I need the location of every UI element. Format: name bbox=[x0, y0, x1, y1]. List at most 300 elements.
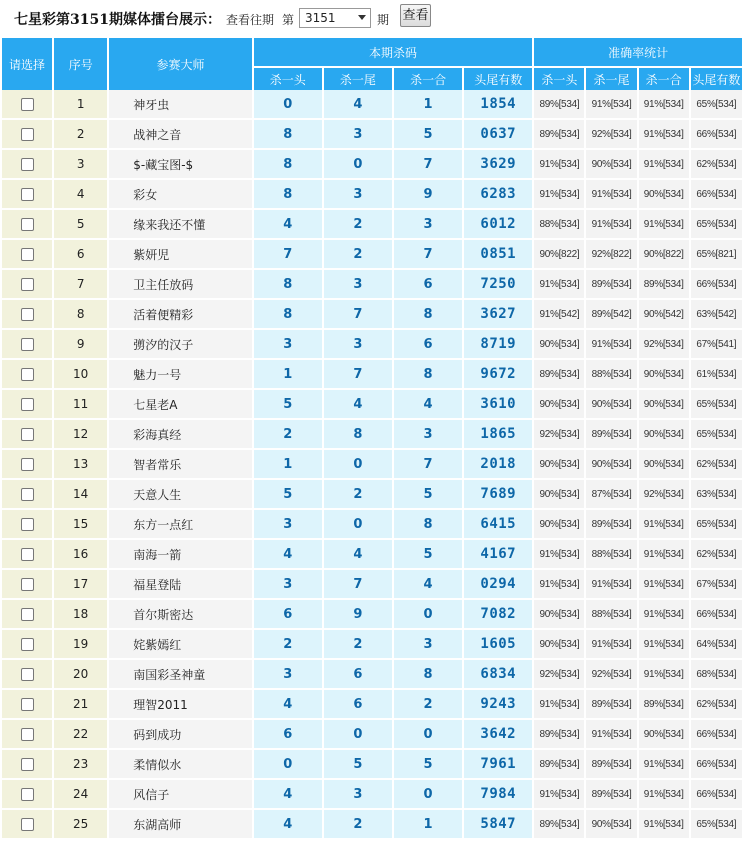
sub-headtail-header: 头尾有数 bbox=[464, 68, 532, 90]
row-head-tail-number: 7984 bbox=[464, 780, 532, 810]
table-row bbox=[2, 510, 742, 540]
period-select-value: 3151 bbox=[305, 11, 336, 25]
row-kill-tail: 3 bbox=[324, 180, 392, 210]
row-acc-headtail: 66%[534] bbox=[691, 600, 742, 630]
row-master-name: 神牙虫 bbox=[109, 90, 251, 120]
row-master-name: 东湖高师 bbox=[109, 810, 251, 840]
row-kill-sum: 8 bbox=[394, 300, 462, 330]
row-select-checkbox bbox=[2, 120, 52, 150]
row-kill-sum: 4 bbox=[394, 390, 462, 420]
row-kill-sum: 6 bbox=[394, 270, 462, 300]
row-acc-headtail: 65%[534] bbox=[691, 90, 742, 120]
row-select-checkbox bbox=[2, 90, 52, 120]
row-acc-headtail: 66%[534] bbox=[691, 720, 742, 750]
select-checkbox[interactable] bbox=[21, 128, 34, 141]
row-acc-tail: 90%[534] bbox=[586, 450, 636, 480]
row-acc-tail: 92%[534] bbox=[586, 660, 636, 690]
row-kill-head: 1 bbox=[254, 360, 322, 390]
row-kill-sum: 1 bbox=[394, 810, 462, 840]
row-master-name: 魅力一号 bbox=[109, 360, 251, 390]
table-row bbox=[2, 720, 742, 750]
row-head-tail-number: 6834 bbox=[464, 660, 532, 690]
row-acc-sum: 90%[534] bbox=[639, 180, 689, 210]
row-kill-sum: 5 bbox=[394, 120, 462, 150]
row-kill-tail: 4 bbox=[324, 390, 392, 420]
row-kill-sum: 7 bbox=[394, 240, 462, 270]
select-checkbox[interactable] bbox=[21, 608, 34, 621]
row-index: 8 bbox=[54, 300, 107, 330]
row-index: 4 bbox=[54, 180, 107, 210]
row-select-checkbox bbox=[2, 150, 52, 180]
row-acc-tail: 89%[534] bbox=[586, 780, 636, 810]
row-master-name: 活着便精彩 bbox=[109, 300, 251, 330]
row-acc-sum: 92%[534] bbox=[639, 480, 689, 510]
row-index: 7 bbox=[54, 270, 107, 300]
row-head-tail-number: 9672 bbox=[464, 360, 532, 390]
row-acc-sum: 90%[822] bbox=[639, 240, 689, 270]
row-kill-sum: 8 bbox=[394, 660, 462, 690]
select-checkbox[interactable] bbox=[21, 308, 34, 321]
row-head-tail-number: 6415 bbox=[464, 510, 532, 540]
table-body bbox=[2, 90, 742, 840]
row-kill-head: 8 bbox=[254, 150, 322, 180]
row-acc-headtail: 63%[542] bbox=[691, 300, 742, 330]
row-kill-head: 5 bbox=[254, 480, 322, 510]
sub-sum-header: 杀一合 bbox=[394, 68, 462, 90]
row-kill-head: 8 bbox=[254, 300, 322, 330]
row-kill-head: 2 bbox=[254, 420, 322, 450]
row-acc-headtail: 65%[534] bbox=[691, 390, 742, 420]
row-head-tail-number: 1865 bbox=[464, 420, 532, 450]
row-kill-tail: 7 bbox=[324, 570, 392, 600]
table-row bbox=[2, 690, 742, 720]
sub-head-header: 杀一头 bbox=[254, 68, 322, 90]
period-select[interactable] bbox=[299, 8, 371, 28]
row-acc-tail: 91%[534] bbox=[586, 210, 636, 240]
row-acc-tail: 92%[534] bbox=[586, 120, 636, 150]
row-acc-headtail: 62%[534] bbox=[691, 150, 742, 180]
row-acc-tail: 89%[534] bbox=[586, 690, 636, 720]
row-master-name: 卫主任放码 bbox=[109, 270, 251, 300]
row-index: 19 bbox=[54, 630, 107, 660]
row-index: 18 bbox=[54, 600, 107, 630]
row-kill-sum: 8 bbox=[394, 360, 462, 390]
row-master-name: 南海一箭 bbox=[109, 540, 251, 570]
row-select-checkbox bbox=[2, 570, 52, 600]
col-index-header: 序号 bbox=[54, 38, 107, 90]
table-row bbox=[2, 120, 742, 150]
row-kill-sum: 5 bbox=[394, 540, 462, 570]
row-master-name: 首尔斯密达 bbox=[109, 600, 251, 630]
row-acc-sum: 90%[534] bbox=[639, 720, 689, 750]
row-kill-sum: 6 bbox=[394, 330, 462, 360]
row-select-checkbox bbox=[2, 420, 52, 450]
row-acc-head: 89%[534] bbox=[534, 750, 584, 780]
row-acc-sum: 91%[534] bbox=[639, 750, 689, 780]
row-acc-sum: 91%[534] bbox=[639, 90, 689, 120]
row-acc-tail: 88%[534] bbox=[586, 600, 636, 630]
query-button[interactable]: 查看 bbox=[400, 4, 431, 27]
select-checkbox[interactable] bbox=[21, 578, 34, 591]
row-acc-head: 88%[534] bbox=[534, 210, 584, 240]
row-kill-sum: 2 bbox=[394, 690, 462, 720]
row-acc-sum: 91%[534] bbox=[639, 780, 689, 810]
row-acc-head: 90%[534] bbox=[534, 510, 584, 540]
select-checkbox[interactable] bbox=[21, 458, 34, 471]
history-label: 查看往期 bbox=[226, 13, 275, 27]
row-acc-headtail: 65%[534] bbox=[691, 210, 742, 240]
acc-headtail-header: 头尾有数 bbox=[691, 68, 742, 90]
table-row bbox=[2, 90, 742, 120]
table-row bbox=[2, 210, 742, 240]
row-kill-tail: 7 bbox=[324, 300, 392, 330]
row-master-name: 彅汐的汉子 bbox=[109, 330, 251, 360]
row-kill-head: 0 bbox=[254, 90, 322, 120]
col-master-header: 参赛大师 bbox=[109, 38, 251, 90]
row-acc-head: 90%[534] bbox=[534, 450, 584, 480]
row-head-tail-number: 3642 bbox=[464, 720, 532, 750]
row-acc-tail: 91%[534] bbox=[586, 180, 636, 210]
row-index: 21 bbox=[54, 690, 107, 720]
select-checkbox[interactable] bbox=[21, 698, 34, 711]
row-head-tail-number: 7250 bbox=[464, 270, 532, 300]
row-acc-head: 91%[542] bbox=[534, 300, 584, 330]
row-acc-head: 90%[534] bbox=[534, 330, 584, 360]
row-select-checkbox bbox=[2, 480, 52, 510]
select-checkbox[interactable] bbox=[21, 548, 34, 561]
table-row bbox=[2, 270, 742, 300]
period-suffix: 期 bbox=[377, 13, 390, 27]
select-checkbox[interactable] bbox=[21, 338, 34, 351]
row-master-name: 理智2011 bbox=[109, 690, 251, 720]
row-acc-tail: 91%[534] bbox=[586, 330, 636, 360]
row-head-tail-number: 2018 bbox=[464, 450, 532, 480]
row-select-checkbox bbox=[2, 600, 52, 630]
row-index: 1 bbox=[54, 90, 107, 120]
select-checkbox[interactable] bbox=[21, 98, 34, 111]
row-index: 3 bbox=[54, 150, 107, 180]
row-acc-headtail: 61%[534] bbox=[691, 360, 742, 390]
row-acc-headtail: 66%[534] bbox=[691, 120, 742, 150]
row-acc-headtail: 62%[534] bbox=[691, 540, 742, 570]
row-kill-head: 1 bbox=[254, 450, 322, 480]
chevron-down-icon bbox=[358, 15, 366, 20]
row-head-tail-number: 5847 bbox=[464, 810, 532, 840]
row-kill-tail: 4 bbox=[324, 90, 392, 120]
row-acc-sum: 91%[534] bbox=[639, 510, 689, 540]
select-checkbox[interactable] bbox=[21, 398, 34, 411]
select-checkbox[interactable] bbox=[21, 278, 34, 291]
row-kill-sum: 0 bbox=[394, 720, 462, 750]
row-acc-tail: 87%[534] bbox=[586, 480, 636, 510]
row-master-name: 福星登陆 bbox=[109, 570, 251, 600]
row-acc-headtail: 66%[534] bbox=[691, 180, 742, 210]
row-kill-tail: 2 bbox=[324, 210, 392, 240]
row-acc-head: 90%[534] bbox=[534, 600, 584, 630]
row-head-tail-number: 8719 bbox=[464, 330, 532, 360]
row-acc-head: 92%[534] bbox=[534, 420, 584, 450]
row-kill-sum: 0 bbox=[394, 600, 462, 630]
top-bar bbox=[0, 0, 744, 36]
row-acc-headtail: 65%[821] bbox=[691, 240, 742, 270]
row-kill-tail: 3 bbox=[324, 330, 392, 360]
row-master-name: 紫妍児 bbox=[109, 240, 251, 270]
row-acc-sum: 92%[534] bbox=[639, 330, 689, 360]
row-master-name: 彩女 bbox=[109, 180, 251, 210]
row-kill-sum: 7 bbox=[394, 150, 462, 180]
row-index: 5 bbox=[54, 210, 107, 240]
row-acc-sum: 91%[534] bbox=[639, 810, 689, 840]
row-index: 17 bbox=[54, 570, 107, 600]
row-kill-tail: 9 bbox=[324, 600, 392, 630]
row-acc-head: 89%[534] bbox=[534, 90, 584, 120]
row-acc-sum: 91%[534] bbox=[639, 570, 689, 600]
row-select-checkbox bbox=[2, 540, 52, 570]
select-checkbox[interactable] bbox=[21, 158, 34, 171]
row-acc-headtail: 66%[534] bbox=[691, 750, 742, 780]
row-head-tail-number: 6283 bbox=[464, 180, 532, 210]
table-row bbox=[2, 540, 742, 570]
row-kill-sum: 9 bbox=[394, 180, 462, 210]
row-kill-sum: 0 bbox=[394, 780, 462, 810]
period-prefix: 第 bbox=[282, 13, 295, 27]
table-row bbox=[2, 420, 742, 450]
row-kill-head: 4 bbox=[254, 210, 322, 240]
row-acc-head: 91%[534] bbox=[534, 780, 584, 810]
select-checkbox[interactable] bbox=[21, 188, 34, 201]
row-select-checkbox bbox=[2, 300, 52, 330]
row-acc-sum: 91%[534] bbox=[639, 660, 689, 690]
row-acc-head: 89%[534] bbox=[534, 360, 584, 390]
row-index: 22 bbox=[54, 720, 107, 750]
row-acc-headtail: 64%[534] bbox=[691, 630, 742, 660]
acc-head-header: 杀一头 bbox=[534, 68, 584, 90]
row-kill-tail: 5 bbox=[324, 750, 392, 780]
row-index: 16 bbox=[54, 540, 107, 570]
select-checkbox[interactable] bbox=[21, 518, 34, 531]
row-kill-head: 8 bbox=[254, 120, 322, 150]
row-master-name: 东方一点红 bbox=[109, 510, 251, 540]
row-index: 11 bbox=[54, 390, 107, 420]
select-checkbox[interactable] bbox=[21, 428, 34, 441]
row-head-tail-number: 0637 bbox=[464, 120, 532, 150]
row-kill-tail: 3 bbox=[324, 270, 392, 300]
row-kill-tail: 0 bbox=[324, 510, 392, 540]
row-kill-sum: 4 bbox=[394, 570, 462, 600]
row-master-name: 彩海真经 bbox=[109, 420, 251, 450]
row-kill-tail: 0 bbox=[324, 450, 392, 480]
row-acc-head: 90%[822] bbox=[534, 240, 584, 270]
row-kill-tail: 7 bbox=[324, 360, 392, 390]
row-acc-headtail: 65%[534] bbox=[691, 420, 742, 450]
table-row bbox=[2, 180, 742, 210]
row-index: 10 bbox=[54, 360, 107, 390]
row-select-checkbox bbox=[2, 660, 52, 690]
row-kill-sum: 5 bbox=[394, 480, 462, 510]
row-kill-head: 7 bbox=[254, 240, 322, 270]
row-head-tail-number: 1854 bbox=[464, 90, 532, 120]
row-index: 14 bbox=[54, 480, 107, 510]
row-kill-head: 3 bbox=[254, 660, 322, 690]
table-row bbox=[2, 480, 742, 510]
row-select-checkbox bbox=[2, 510, 52, 540]
row-index: 24 bbox=[54, 780, 107, 810]
row-acc-head: 90%[534] bbox=[534, 390, 584, 420]
row-acc-head: 91%[534] bbox=[534, 690, 584, 720]
select-checkbox[interactable] bbox=[21, 758, 34, 771]
row-master-name: 智者常乐 bbox=[109, 450, 251, 480]
acc-sum-header: 杀一合 bbox=[639, 68, 689, 90]
select-checkbox[interactable] bbox=[21, 488, 34, 501]
row-acc-sum: 91%[534] bbox=[639, 150, 689, 180]
select-checkbox[interactable] bbox=[21, 218, 34, 231]
select-checkbox[interactable] bbox=[21, 818, 34, 831]
row-head-tail-number: 0851 bbox=[464, 240, 532, 270]
row-acc-headtail: 67%[541] bbox=[691, 330, 742, 360]
table-row bbox=[2, 780, 742, 810]
row-acc-headtail: 68%[534] bbox=[691, 660, 742, 690]
row-acc-head: 91%[534] bbox=[534, 570, 584, 600]
row-select-checkbox bbox=[2, 270, 52, 300]
row-select-checkbox bbox=[2, 390, 52, 420]
row-acc-head: 91%[534] bbox=[534, 270, 584, 300]
select-checkbox[interactable] bbox=[21, 668, 34, 681]
row-master-name: 南国彩圣神童 bbox=[109, 660, 251, 690]
row-acc-tail: 90%[534] bbox=[586, 810, 636, 840]
row-index: 25 bbox=[54, 810, 107, 840]
row-master-name: 码到成功 bbox=[109, 720, 251, 750]
row-select-checkbox bbox=[2, 690, 52, 720]
table-row bbox=[2, 390, 742, 420]
row-acc-head: 89%[534] bbox=[534, 810, 584, 840]
row-select-checkbox bbox=[2, 810, 52, 840]
row-kill-sum: 7 bbox=[394, 450, 462, 480]
row-kill-tail: 3 bbox=[324, 780, 392, 810]
row-kill-head: 4 bbox=[254, 810, 322, 840]
page-title: 七星彩第3151期媒体擂台展示： bbox=[14, 12, 221, 28]
row-head-tail-number: 7082 bbox=[464, 600, 532, 630]
row-master-name: 缘来我还不懂 bbox=[109, 210, 251, 240]
table-row bbox=[2, 600, 742, 630]
row-index: 12 bbox=[54, 420, 107, 450]
table-row bbox=[2, 360, 742, 390]
row-kill-tail: 2 bbox=[324, 480, 392, 510]
row-kill-head: 3 bbox=[254, 510, 322, 540]
row-acc-sum: 91%[534] bbox=[639, 120, 689, 150]
row-acc-headtail: 65%[534] bbox=[691, 810, 742, 840]
row-acc-tail: 89%[534] bbox=[586, 420, 636, 450]
row-acc-head: 91%[534] bbox=[534, 180, 584, 210]
row-master-name: 风信子 bbox=[109, 780, 251, 810]
row-acc-sum: 91%[534] bbox=[639, 630, 689, 660]
row-head-tail-number: 3610 bbox=[464, 390, 532, 420]
row-acc-headtail: 62%[534] bbox=[691, 690, 742, 720]
row-index: 13 bbox=[54, 450, 107, 480]
row-select-checkbox bbox=[2, 360, 52, 390]
select-checkbox[interactable] bbox=[21, 788, 34, 801]
row-select-checkbox bbox=[2, 180, 52, 210]
row-acc-sum: 90%[534] bbox=[639, 420, 689, 450]
select-checkbox[interactable] bbox=[21, 248, 34, 261]
row-head-tail-number: 3629 bbox=[464, 150, 532, 180]
row-head-tail-number: 3627 bbox=[464, 300, 532, 330]
col-select-header: 请选择 bbox=[2, 38, 52, 90]
row-head-tail-number: 1605 bbox=[464, 630, 532, 660]
select-checkbox[interactable] bbox=[21, 638, 34, 651]
row-acc-tail: 89%[534] bbox=[586, 510, 636, 540]
row-acc-sum: 90%[534] bbox=[639, 360, 689, 390]
row-head-tail-number: 7961 bbox=[464, 750, 532, 780]
row-acc-tail: 90%[534] bbox=[586, 390, 636, 420]
row-kill-head: 6 bbox=[254, 720, 322, 750]
row-acc-tail: 92%[822] bbox=[586, 240, 636, 270]
row-kill-tail: 0 bbox=[324, 150, 392, 180]
row-acc-head: 90%[534] bbox=[534, 630, 584, 660]
row-select-checkbox bbox=[2, 330, 52, 360]
row-acc-headtail: 67%[534] bbox=[691, 570, 742, 600]
select-checkbox[interactable] bbox=[21, 368, 34, 381]
row-kill-head: 8 bbox=[254, 180, 322, 210]
row-acc-sum: 90%[534] bbox=[639, 450, 689, 480]
row-kill-sum: 3 bbox=[394, 210, 462, 240]
table-row bbox=[2, 570, 742, 600]
row-head-tail-number: 0294 bbox=[464, 570, 532, 600]
row-index: 20 bbox=[54, 660, 107, 690]
row-head-tail-number: 9243 bbox=[464, 690, 532, 720]
row-kill-head: 2 bbox=[254, 630, 322, 660]
row-kill-tail: 4 bbox=[324, 540, 392, 570]
row-index: 23 bbox=[54, 750, 107, 780]
row-acc-tail: 91%[534] bbox=[586, 720, 636, 750]
row-acc-head: 89%[534] bbox=[534, 720, 584, 750]
row-acc-headtail: 65%[534] bbox=[691, 510, 742, 540]
row-acc-sum: 89%[534] bbox=[639, 690, 689, 720]
table-row bbox=[2, 630, 742, 660]
row-acc-tail: 89%[542] bbox=[586, 300, 636, 330]
row-kill-head: 3 bbox=[254, 570, 322, 600]
row-head-tail-number: 7689 bbox=[464, 480, 532, 510]
row-acc-tail: 89%[534] bbox=[586, 270, 636, 300]
row-acc-head: 91%[534] bbox=[534, 540, 584, 570]
row-head-tail-number: 4167 bbox=[464, 540, 532, 570]
row-head-tail-number: 6012 bbox=[464, 210, 532, 240]
row-master-name: 战神之音 bbox=[109, 120, 251, 150]
row-acc-tail: 91%[534] bbox=[586, 90, 636, 120]
row-kill-tail: 3 bbox=[324, 120, 392, 150]
row-master-name: 七星老A bbox=[109, 390, 251, 420]
table-row bbox=[2, 300, 742, 330]
row-index: 15 bbox=[54, 510, 107, 540]
group-current-header: 本期杀码 bbox=[254, 38, 533, 68]
row-acc-headtail: 63%[534] bbox=[691, 480, 742, 510]
row-acc-sum: 91%[534] bbox=[639, 210, 689, 240]
table-row bbox=[2, 150, 742, 180]
row-acc-headtail: 66%[534] bbox=[691, 780, 742, 810]
row-index: 6 bbox=[54, 240, 107, 270]
row-select-checkbox bbox=[2, 720, 52, 750]
row-kill-tail: 2 bbox=[324, 240, 392, 270]
row-kill-head: 8 bbox=[254, 270, 322, 300]
forecast-table bbox=[0, 38, 744, 840]
row-kill-tail: 2 bbox=[324, 810, 392, 840]
row-kill-tail: 6 bbox=[324, 690, 392, 720]
row-acc-head: 89%[534] bbox=[534, 120, 584, 150]
row-kill-head: 3 bbox=[254, 330, 322, 360]
select-checkbox[interactable] bbox=[21, 728, 34, 741]
row-acc-headtail: 62%[534] bbox=[691, 450, 742, 480]
row-acc-head: 90%[534] bbox=[534, 480, 584, 510]
row-select-checkbox bbox=[2, 630, 52, 660]
